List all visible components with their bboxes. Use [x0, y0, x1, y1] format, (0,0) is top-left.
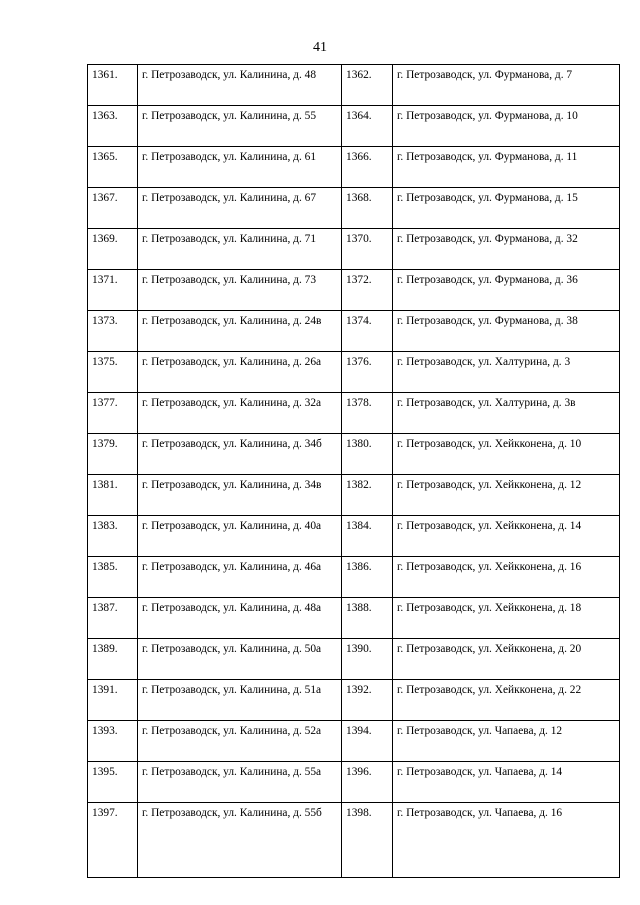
table-row [88, 475, 620, 516]
table-row [88, 598, 620, 639]
item-number-left: 1371. [88, 270, 138, 311]
address-left: г. Петрозаводск, ул. Калинина, д. 46а [138, 557, 342, 598]
item-number-left: 1365. [88, 147, 138, 188]
table-row [88, 311, 620, 352]
item-number-right: 1362. [342, 65, 393, 106]
address-right: г. Петрозаводск, ул. Фурманова, д. 38 [393, 311, 620, 352]
address-left: г. Петрозаводск, ул. Калинина, д. 61 [138, 147, 342, 188]
address-right: г. Петрозаводск, ул. Хейкконена, д. 12 [393, 475, 620, 516]
item-number-right: 1370. [342, 229, 393, 270]
address-left: г. Петрозаводск, ул. Калинина, д. 40а [138, 516, 342, 557]
address-right: г. Петрозаводск, ул. Хейкконена, д. 14 [393, 516, 620, 557]
address-left: г. Петрозаводск, ул. Калинина, д. 55б [138, 803, 342, 878]
address-left: г. Петрозаводск, ул. Калинина, д. 52а [138, 721, 342, 762]
address-left: г. Петрозаводск, ул. Калинина, д. 51а [138, 680, 342, 721]
item-number-right: 1398. [342, 803, 393, 878]
item-number-left: 1385. [88, 557, 138, 598]
address-left: г. Петрозаводск, ул. Калинина, д. 48 [138, 65, 342, 106]
address-right: г. Петрозаводск, ул. Фурманова, д. 10 [393, 106, 620, 147]
item-number-right: 1390. [342, 639, 393, 680]
address-right: г. Петрозаводск, ул. Чапаева, д. 16 [393, 803, 620, 878]
table-row [88, 721, 620, 762]
item-number-right: 1396. [342, 762, 393, 803]
table-row [88, 270, 620, 311]
table-row [88, 557, 620, 598]
address-right: г. Петрозаводск, ул. Халтурина, д. 3в [393, 393, 620, 434]
item-number-right: 1368. [342, 188, 393, 229]
address-right: г. Петрозаводск, ул. Чапаева, д. 14 [393, 762, 620, 803]
address-left: г. Петрозаводск, ул. Калинина, д. 55а [138, 762, 342, 803]
item-number-right: 1376. [342, 352, 393, 393]
item-number-left: 1395. [88, 762, 138, 803]
item-number-left: 1375. [88, 352, 138, 393]
table-row [88, 147, 620, 188]
item-number-left: 1383. [88, 516, 138, 557]
item-number-right: 1386. [342, 557, 393, 598]
item-number-left: 1363. [88, 106, 138, 147]
address-left: г. Петрозаводск, ул. Калинина, д. 32а [138, 393, 342, 434]
item-number-right: 1382. [342, 475, 393, 516]
table-row [88, 516, 620, 557]
item-number-left: 1367. [88, 188, 138, 229]
address-left: г. Петрозаводск, ул. Калинина, д. 71 [138, 229, 342, 270]
table-row [88, 106, 620, 147]
address-right: г. Петрозаводск, ул. Хейкконена, д. 22 [393, 680, 620, 721]
address-left: г. Петрозаводск, ул. Калинина, д. 67 [138, 188, 342, 229]
address-right: г. Петрозаводск, ул. Хейкконена, д. 10 [393, 434, 620, 475]
table-row [88, 434, 620, 475]
item-number-left: 1373. [88, 311, 138, 352]
item-number-left: 1361. [88, 65, 138, 106]
page-number: 41 [313, 40, 327, 55]
item-number-left: 1379. [88, 434, 138, 475]
address-left: г. Петрозаводск, ул. Калинина, д. 48а [138, 598, 342, 639]
address-left: г. Петрозаводск, ул. Калинина, д. 26а [138, 352, 342, 393]
address-right: г. Петрозаводск, ул. Фурманова, д. 11 [393, 147, 620, 188]
item-number-right: 1388. [342, 598, 393, 639]
item-number-left: 1391. [88, 680, 138, 721]
table-row [88, 188, 620, 229]
item-number-left: 1381. [88, 475, 138, 516]
item-number-right: 1384. [342, 516, 393, 557]
item-number-right: 1364. [342, 106, 393, 147]
item-number-right: 1392. [342, 680, 393, 721]
address-right: г. Петрозаводск, ул. Фурманова, д. 7 [393, 65, 620, 106]
table-row [88, 352, 620, 393]
item-number-left: 1397. [88, 803, 138, 878]
item-number-right: 1380. [342, 434, 393, 475]
address-table-body [88, 65, 620, 878]
address-left: г. Петрозаводск, ул. Калинина, д. 50а [138, 639, 342, 680]
address-right: г. Петрозаводск, ул. Чапаева, д. 12 [393, 721, 620, 762]
address-left: г. Петрозаводск, ул. Калинина, д. 34в [138, 475, 342, 516]
item-number-right: 1374. [342, 311, 393, 352]
table-row [88, 680, 620, 721]
item-number-right: 1394. [342, 721, 393, 762]
address-left: г. Петрозаводск, ул. Калинина, д. 24в [138, 311, 342, 352]
item-number-left: 1389. [88, 639, 138, 680]
address-left: г. Петрозаводск, ул. Калинина, д. 34б [138, 434, 342, 475]
item-number-left: 1369. [88, 229, 138, 270]
table-row [88, 393, 620, 434]
address-right: г. Петрозаводск, ул. Фурманова, д. 32 [393, 229, 620, 270]
address-right: г. Петрозаводск, ул. Халтурина, д. 3 [393, 352, 620, 393]
address-left: г. Петрозаводск, ул. Калинина, д. 73 [138, 270, 342, 311]
item-number-left: 1387. [88, 598, 138, 639]
address-right: г. Петрозаводск, ул. Фурманова, д. 15 [393, 188, 620, 229]
address-right: г. Петрозаводск, ул. Хейкконена, д. 16 [393, 557, 620, 598]
item-number-left: 1377. [88, 393, 138, 434]
address-table [87, 64, 620, 878]
item-number-right: 1366. [342, 147, 393, 188]
item-number-right: 1372. [342, 270, 393, 311]
address-right: г. Петрозаводск, ул. Хейкконена, д. 18 [393, 598, 620, 639]
address-right: г. Петрозаводск, ул. Фурманова, д. 36 [393, 270, 620, 311]
table-row [88, 762, 620, 803]
address-left: г. Петрозаводск, ул. Калинина, д. 55 [138, 106, 342, 147]
address-right: г. Петрозаводск, ул. Хейкконена, д. 20 [393, 639, 620, 680]
item-number-right: 1378. [342, 393, 393, 434]
table-row [88, 639, 620, 680]
table-row [88, 65, 620, 106]
table-row [88, 803, 620, 878]
table-row [88, 229, 620, 270]
item-number-left: 1393. [88, 721, 138, 762]
